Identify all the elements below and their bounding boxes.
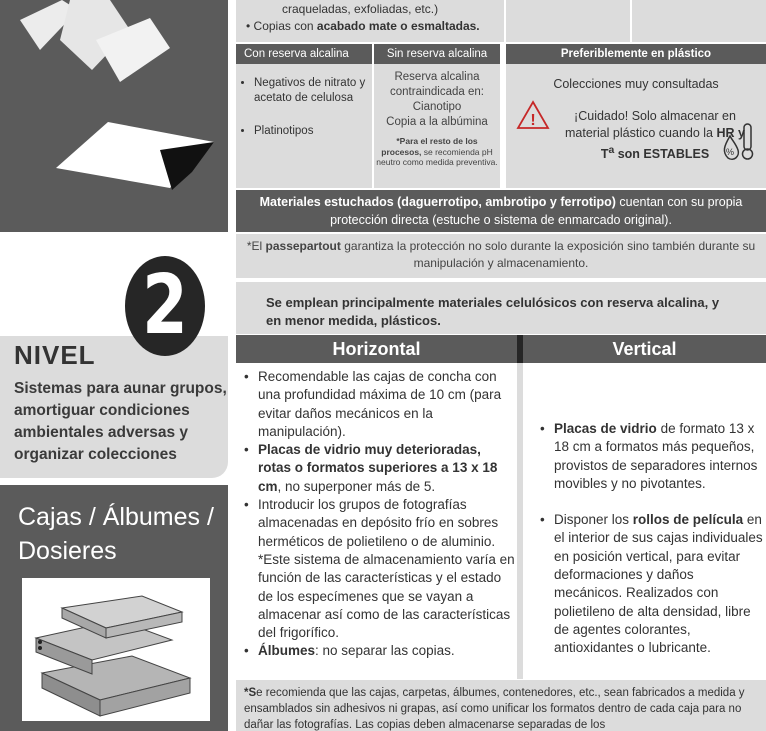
list-item: • Platinotipos xyxy=(254,124,366,139)
note-bold: *Para el resto de los procesos, xyxy=(381,136,478,157)
top-line-1: craqueladas, exfoliadas, etc.) xyxy=(282,2,439,16)
passe-rest: garantiza la protección no solo durante la exposición sino también durante su manipulación y almacenamiento. xyxy=(340,239,756,270)
estuche-note xyxy=(236,190,766,232)
humidity-thermometer-icon xyxy=(718,118,758,168)
estuche-bold: Materiales estuchados (daguerrotipo, ambrotipo y ferrotipo) xyxy=(259,195,616,209)
plastico-cell xyxy=(506,64,766,188)
note-text: se recomienda pH neutro como medida preventiva. xyxy=(376,146,498,167)
sin-reserva-line: Reserva alcalina xyxy=(394,71,480,83)
sin-reserva-cell xyxy=(374,64,500,188)
list-item xyxy=(240,642,515,660)
warn-a: ¡Cuidado! Solo almacenar en material plástico cuando la xyxy=(565,109,736,140)
warning-triangle-icon xyxy=(516,100,550,130)
h4-rest: : no separar las copias. xyxy=(315,643,455,659)
list-item: • Introducir los grupos de fotografías almacenadas en depósito frío en sobres herméticos de polietileno o de aluminio. *Este sistema de almacenamiento varía en función de las características y el estado de los especímenes que se vayan a almacenar así como de las características del frigorífico. xyxy=(240,496,515,642)
envelope-illustration-panel xyxy=(0,0,228,232)
top-line-2 xyxy=(246,19,480,33)
v2-rest: en el interior de sus cajas individuales en posición vertical, para evitar deformaciones y daños mecánicos. Realizados con polietileno de alta densidad, libre de agentes colorantes, antioxidantes o lubricante. xyxy=(554,512,763,656)
h2-rest: , no superponer más de 5. xyxy=(277,478,436,494)
h4-bold: Álbumes xyxy=(258,643,316,659)
warn-e: son ESTABLES xyxy=(614,147,710,162)
list-item: • Recomendable las cajas de concha con una profundidad máxima de 10 cm (para evitar daños mecánicos en la manipulación). xyxy=(240,368,515,441)
envelope-illustration xyxy=(0,0,228,232)
sin-reserva-line: Copia a la albúmina xyxy=(386,116,488,128)
top-strip xyxy=(236,0,766,42)
list-item xyxy=(536,420,764,493)
v2-bold: rollos de película xyxy=(632,512,744,528)
estuche-rest: cuentan con su propia protección directa (estuche o sistema de enmarcado original). xyxy=(330,195,743,227)
warn-c: y T xyxy=(600,126,745,162)
stacked-boxes-image xyxy=(22,578,210,721)
header-con-reserva: Con reserva alcalina xyxy=(236,44,372,64)
horizontal-header: Horizontal xyxy=(236,335,517,363)
sin-reserva-line: contraindicada en: xyxy=(390,86,484,98)
v1-rest: de formato 13 x 18 cm a formatos más pequeños, provistos de separadores internos movibles y no pivotantes. xyxy=(554,421,758,491)
warn-b: HR xyxy=(716,126,735,140)
list-item: • Negativos de nitrato y acetato de celulosa xyxy=(254,76,366,106)
footer-bold: *S xyxy=(244,687,257,699)
top-line-2-prefix: • Copias con xyxy=(246,19,317,33)
header-sin-reserva: Sin reserva alcalina xyxy=(374,44,500,64)
boxes-illustration xyxy=(22,578,210,721)
top-line-2-bold: acabado mate o esmaltadas. xyxy=(316,19,480,33)
nivel-title: NIVEL xyxy=(14,340,96,370)
con-reserva-cell xyxy=(236,64,372,188)
column-divider xyxy=(517,363,523,679)
divider xyxy=(630,0,632,42)
level-number-badge: 2 xyxy=(125,256,205,356)
warn-d: a xyxy=(608,145,615,156)
plastico-line-1: Colecciones muy consultadas xyxy=(553,77,719,91)
nivel-description: Sistemas para aunar grupos, amortiguar condiciones ambientales adversas y organizar colecciones xyxy=(14,380,227,463)
cajas-title: Cajas / Álbumes / Dosieres xyxy=(18,503,214,565)
list-item xyxy=(240,441,515,496)
passepartout-note xyxy=(236,234,766,278)
v2-a: Disponer los xyxy=(554,512,633,528)
h2-bold: Placas de vidrio muy deterioradas, rotas o formatos superiores a 13 x 18 cm xyxy=(258,442,498,494)
header-plastico: Preferiblemente en plástico xyxy=(506,44,766,64)
vertical-list xyxy=(536,420,764,658)
footer-note xyxy=(236,680,766,731)
level2-intro: Se emplean principalmente materiales celulósicos con reserva alcalina, y en menor medida, plásticos. xyxy=(266,295,720,328)
svg-text:!: ! xyxy=(530,112,536,129)
svg-text:%: % xyxy=(725,147,735,157)
footer-rest: e recomienda que las cajas, carpetas, álbumes, contenedores, etc., sean fabricados a medida y ensamblados sin adhesivos ni grapas, así como unificar los formatos dentro de cada caja para no dañar las fotografías. Las copias deben almacenarse separadas de los xyxy=(244,687,745,731)
passe-a: *El xyxy=(246,239,266,253)
vertical-header: Vertical xyxy=(523,335,766,363)
level2-intro-band xyxy=(236,282,766,334)
passe-bold: passepartout xyxy=(265,239,341,253)
divider xyxy=(504,0,506,42)
v1-bold: Placas de vidrio xyxy=(554,421,657,436)
sin-reserva-note xyxy=(376,136,498,168)
sin-reserva-line: Cianotipo xyxy=(412,101,462,113)
horizontal-list xyxy=(240,368,515,661)
list-item xyxy=(536,511,764,657)
